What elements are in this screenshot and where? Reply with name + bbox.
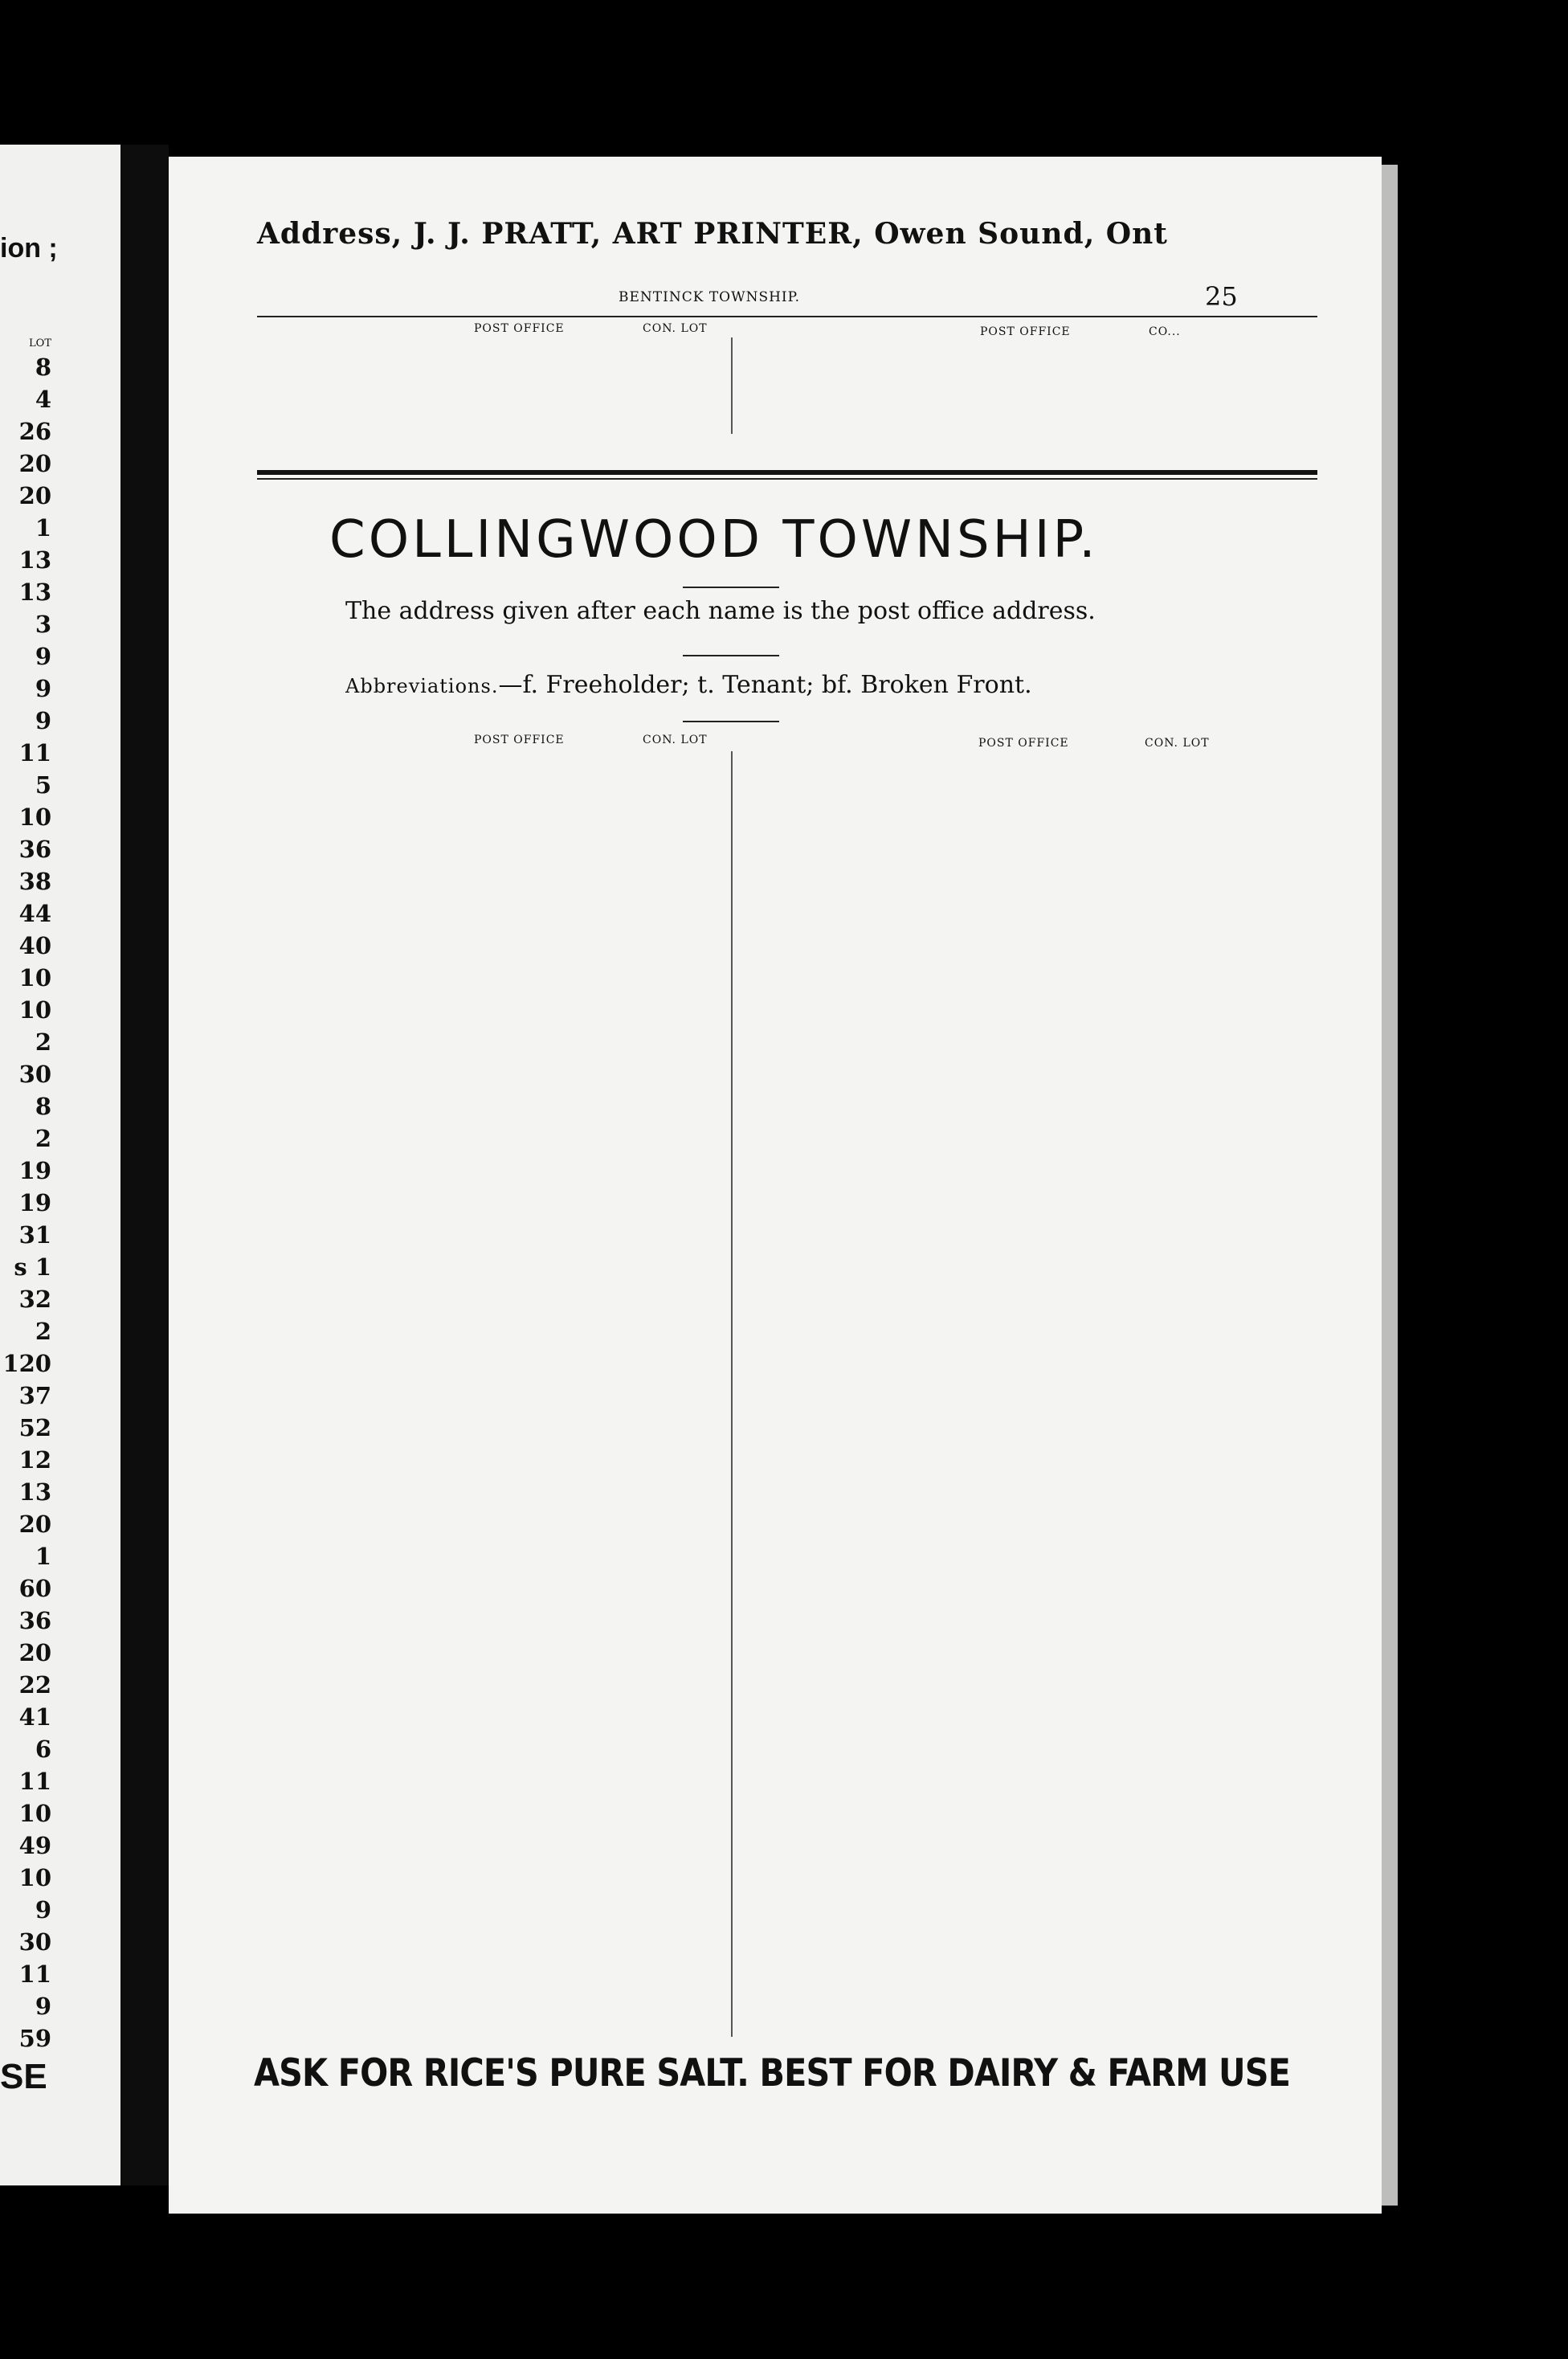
title-divider <box>683 587 779 588</box>
previous-page-lot-number: 26 <box>18 418 51 445</box>
previous-page-lot-number: 6 <box>35 1736 51 1763</box>
previous-page-lot-number: 3 <box>35 611 51 638</box>
page-number: 25 <box>1205 281 1238 312</box>
previous-page-lot-number: 10 <box>18 1800 51 1827</box>
directory-entry <box>755 1038 1237 1069</box>
previous-page-lot-number: 1 <box>35 1543 51 1570</box>
previous-page-lot-number: 30 <box>18 1928 51 1956</box>
bentinck-left-con-lot-header: CON. LOT <box>643 322 708 335</box>
directory-entry <box>755 880 1237 911</box>
abbreviations-label: Abbreviations. <box>345 675 499 697</box>
previous-page-lot-number: 13 <box>18 579 51 606</box>
previous-page-lot-number: 20 <box>18 1639 51 1666</box>
previous-page-lot-number: 2 <box>35 1318 51 1345</box>
previous-page-lot-number: 11 <box>18 1768 51 1795</box>
directory-entry <box>755 1228 1237 1259</box>
directory-entry <box>257 844 739 876</box>
previous-page-lot-number: 9 <box>35 1993 51 2020</box>
previous-page-lot-number: 38 <box>18 868 51 895</box>
directory-entry <box>755 403 1237 434</box>
previous-page-lot-number: 20 <box>18 450 51 477</box>
previous-page-lot-number: 41 <box>18 1703 51 1731</box>
directory-entry <box>257 1224 739 1256</box>
previous-page-ad-fragment: SE <box>0 2057 47 2096</box>
section-rule-thin <box>257 478 1317 480</box>
directory-entry <box>755 753 1237 784</box>
directory-entry <box>755 1323 1237 1354</box>
previous-page-lot-number: 19 <box>18 1189 51 1216</box>
bentinck-left-post-office-header: POST OFFICE <box>474 322 565 335</box>
previous-page-lot-number: 2 <box>35 1028 51 1056</box>
directory-entry <box>257 1636 739 1667</box>
previous-page-lot-number: 11 <box>18 739 51 767</box>
previous-page-lot-number: 8 <box>35 354 51 381</box>
previous-page-lot-number: 20 <box>18 1511 51 1538</box>
directory-entry <box>755 1164 1237 1196</box>
previous-page-lot-number: 10 <box>18 996 51 1024</box>
previous-page-lot-number: 9 <box>35 1896 51 1924</box>
previous-page-lot-number: 19 <box>18 1157 51 1184</box>
directory-entry <box>257 1066 739 1098</box>
previous-page-lot-number: 9 <box>35 707 51 734</box>
directory-entry <box>257 939 739 971</box>
directory-entry <box>257 1985 739 2016</box>
directory-entry <box>257 335 739 366</box>
directory-entry <box>755 1481 1237 1512</box>
previous-page-lot-number: 9 <box>35 643 51 670</box>
directory-entry <box>755 1956 1237 1987</box>
previous-page-lot-number: 8 <box>35 1093 51 1120</box>
abbrev-divider <box>683 721 779 722</box>
directory-entry <box>257 1098 739 1129</box>
previous-page-lot-number: 11 <box>18 1960 51 1988</box>
previous-page-lot-number: 10 <box>18 803 51 831</box>
previous-page-lot-number: 30 <box>18 1061 51 1088</box>
previous-page-lot-number: 31 <box>18 1221 51 1249</box>
right-post-office-header: POST OFFICE <box>978 737 1069 750</box>
previous-page-lot-number: 60 <box>18 1575 51 1602</box>
directory-entry <box>257 366 739 398</box>
directory-entry <box>755 1386 1237 1417</box>
directory-entry <box>755 1449 1237 1481</box>
footer-advertisement: ASK FOR RICE'S PURE SALT. BEST FOR DAIRY & FARM USE <box>254 2051 1290 2095</box>
directory-entry <box>257 1478 739 1509</box>
directory-entry <box>257 750 739 781</box>
previous-page-column-header: LOT <box>29 337 51 350</box>
left-post-office-header: POST OFFICE <box>474 734 565 746</box>
subtitle-divider <box>683 655 779 656</box>
directory-entry <box>755 1830 1237 1861</box>
page-edge <box>1382 165 1398 2206</box>
previous-page-lot-number: 1 <box>35 514 51 542</box>
bentinck-right-post-office-header: POST OFFICE <box>980 325 1071 338</box>
directory-entry <box>755 1513 1237 1544</box>
directory-entry <box>755 975 1237 1006</box>
directory-entry <box>755 1797 1237 1829</box>
directory-entry <box>257 1605 739 1636</box>
directory-entry <box>257 1035 739 1066</box>
directory-entry <box>755 371 1237 403</box>
directory-entry <box>755 1196 1237 1228</box>
township-header: BENTINCK TOWNSHIP. <box>619 289 801 305</box>
collingwood-title: COLLINGWOOD TOWNSHIP. <box>329 510 1099 570</box>
previous-page-lot-number: 13 <box>18 1478 51 1506</box>
running-head: Address, J. J. PRATT, ART PRINTER, Owen Sound, Ont <box>257 217 1168 251</box>
directory-entry <box>257 1889 739 1920</box>
directory-entry <box>257 877 739 908</box>
previous-page-lot-number: 120 <box>2 1350 51 1377</box>
bentinck-right-con-lot-header: CO... <box>1149 325 1181 338</box>
directory-entry <box>257 781 739 812</box>
previous-page-lot-number: 13 <box>18 546 51 574</box>
previous-page-lot-number: 37 <box>18 1382 51 1409</box>
previous-page-fragment <box>0 145 120 2185</box>
previous-page-lot-number: 10 <box>18 964 51 991</box>
directory-entry <box>257 1414 739 1445</box>
directory-entry <box>755 1924 1237 1956</box>
directory-entry <box>755 1703 1237 1734</box>
directory-entry <box>257 813 739 844</box>
previous-page-lot-number: 22 <box>18 1671 51 1699</box>
directory-entry <box>755 1766 1237 1797</box>
directory-entry <box>257 1572 739 1604</box>
right-con-lot-header: CON. LOT <box>1145 737 1210 750</box>
directory-entry <box>755 1006 1237 1037</box>
directory-entry <box>257 1699 739 1731</box>
directory-entry <box>755 1576 1237 1607</box>
directory-entry <box>257 1256 739 1287</box>
abbreviations-line <box>345 671 1032 699</box>
directory-entry <box>755 1639 1237 1670</box>
previous-page-lot-number: 20 <box>18 482 51 509</box>
directory-entry <box>755 1069 1237 1101</box>
directory-entry <box>257 908 739 939</box>
directory-entry <box>257 1668 739 1699</box>
directory-entry <box>257 1763 739 1794</box>
directory-entry <box>755 1417 1237 1449</box>
directory-entry <box>755 1544 1237 1576</box>
directory-entry <box>257 1161 739 1192</box>
previous-page-lot-number: 12 <box>18 1446 51 1474</box>
directory-entry <box>755 1291 1237 1323</box>
directory-entry <box>755 1861 1237 1892</box>
directory-entry <box>257 1541 739 1572</box>
directory-entry <box>257 1351 739 1383</box>
previous-page-lot-number: 32 <box>18 1286 51 1313</box>
abbreviations-text: —f. Freeholder; t. Tenant; bf. Broken Front. <box>498 671 1032 699</box>
directory-entry <box>755 816 1237 848</box>
previous-page-lot-number: 40 <box>18 932 51 959</box>
directory-entry <box>257 1130 739 1161</box>
previous-page-lot-number: 59 <box>18 2025 51 2052</box>
previous-page-lot-number: 36 <box>18 1607 51 1634</box>
directory-entry <box>755 1608 1237 1639</box>
previous-page-lot-number: 2 <box>35 1125 51 1152</box>
directory-entry <box>755 1355 1237 1386</box>
directory-entry <box>755 1671 1237 1703</box>
collingwood-subtitle: The address given after each name is the post office address. <box>345 597 1096 625</box>
previous-page-lot-number: 36 <box>18 836 51 863</box>
directory-entry <box>755 784 1237 816</box>
directory-entry <box>755 1892 1237 1924</box>
previous-page-lot-number: 9 <box>35 675 51 702</box>
directory-entry <box>257 1003 739 1034</box>
directory-entry <box>755 340 1237 371</box>
directory-entry <box>257 1288 739 1319</box>
directory-entry <box>257 1446 739 1478</box>
previous-page-lot-number: 4 <box>35 386 51 413</box>
directory-entry <box>257 398 739 429</box>
directory-entry <box>755 848 1237 879</box>
directory-entry <box>257 1510 739 1541</box>
previous-page-heading-fragment: ion ; <box>0 233 58 264</box>
directory-entry <box>257 971 739 1003</box>
book-binding <box>120 145 169 2185</box>
directory-entry <box>755 1734 1237 1765</box>
directory-entry <box>755 1101 1237 1132</box>
previous-page-lot-number: 49 <box>18 1832 51 1859</box>
section-rule-thick <box>257 470 1317 475</box>
directory-page <box>169 157 1382 2214</box>
header-rule <box>257 316 1317 317</box>
directory-entry <box>257 1193 739 1224</box>
left-con-lot-header: CON. LOT <box>643 734 708 746</box>
previous-page-lot-number: s 1 <box>14 1253 51 1281</box>
previous-page-lot-number: 10 <box>18 1864 51 1891</box>
directory-entry <box>257 1383 739 1414</box>
previous-page-lot-number: 44 <box>18 900 51 927</box>
directory-entry <box>257 1826 739 1858</box>
directory-entry <box>257 1319 739 1351</box>
directory-entry <box>755 1133 1237 1164</box>
directory-entry <box>257 1952 739 1984</box>
directory-entry <box>257 1794 739 1825</box>
directory-entry <box>257 1921 739 1952</box>
previous-page-lot-number: 5 <box>35 771 51 799</box>
directory-entry <box>755 1988 1237 2019</box>
directory-entry <box>755 911 1237 942</box>
directory-entry <box>257 1858 739 1889</box>
previous-page-lot-number: 52 <box>18 1414 51 1441</box>
directory-entry <box>755 942 1237 974</box>
directory-entry <box>755 1259 1237 1290</box>
directory-entry <box>257 1731 739 1762</box>
